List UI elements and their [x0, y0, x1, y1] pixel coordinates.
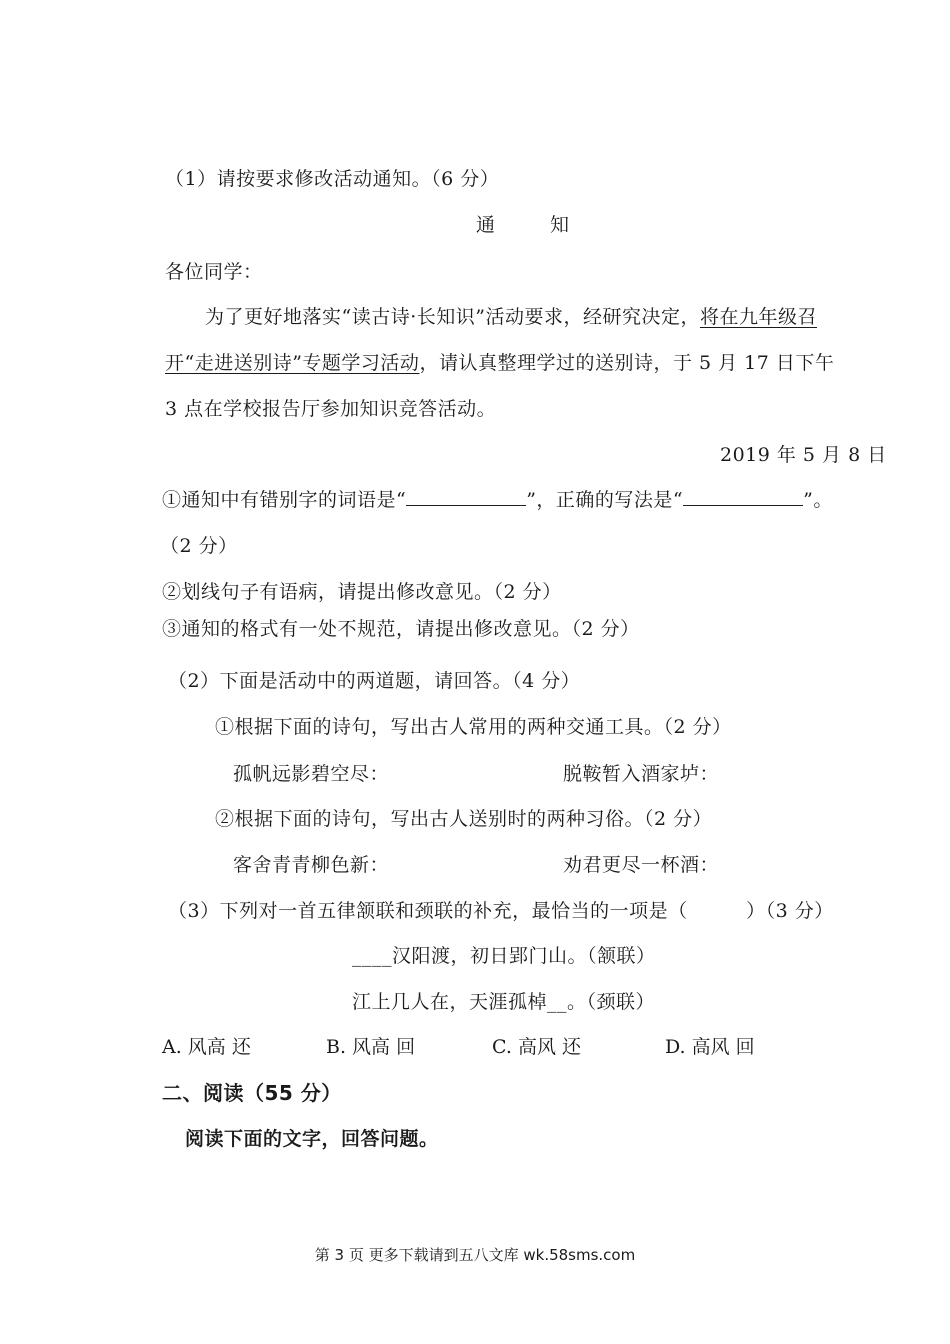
q3-heading: （3）下列对一首五律颔联和颈联的补充，最恰当的一项是（ ）（3 分） [168, 900, 834, 922]
underlined-sentence: 将在九年级召 [699, 306, 817, 328]
notice-title: 通 知 [476, 214, 588, 236]
option-a[interactable]: A. 风高 还 [162, 1036, 251, 1058]
q1-heading: （1）请按要求修改活动通知。（6 分） [165, 168, 500, 190]
option-c[interactable]: C. 高风 还 [492, 1036, 581, 1058]
q1-sub1-score: （2 分） [160, 535, 238, 557]
q2-sub2: ②根据下面的诗句，写出古人送别时的两种习俗。（2 分） [215, 808, 713, 830]
notice-greeting: 各位同学： [165, 261, 263, 283]
q2-sub1-poem-b: 脱鞍暂入酒家垆： [563, 763, 720, 785]
section-2-instruction: 阅读下面的文字，回答问题。 [185, 1128, 439, 1150]
q1-sub2: ②划线句子有语病，请提出修改意见。（2 分） [162, 581, 562, 603]
notice-body-line-2 [165, 348, 834, 375]
answer-blank[interactable] [683, 487, 803, 506]
page-footer: 第 3 页 更多下载请到五八文库 wk.58sms.com [314, 1246, 636, 1264]
q2-heading: （2）下面是活动中的两道题，请回答。（4 分） [168, 670, 581, 692]
q1-sub1-text: ①通知中有错别字的词语是“ [162, 489, 407, 511]
q2-sub1: ①根据下面的诗句，写出古人常用的两种交通工具。（2 分） [215, 716, 732, 738]
q1-sub3: ③通知的格式有一处不规范，请提出修改意见。（2 分） [162, 618, 640, 640]
q3-poem-line-1: ____汉阳渡，初日郢门山。（颔联） [352, 945, 656, 967]
notice-body-text: 为了更好地落实“读古诗·长知识”活动要求，经研究决定， [205, 306, 700, 328]
q1-sub1 [162, 485, 833, 512]
q1-sub1-text: ”，正确的写法是“ [526, 489, 684, 511]
notice-body-text: ，请认真整理学过的送别诗，于 5 月 17 日下午 [419, 352, 835, 374]
q2-sub1-poem-a: 孤帆远影碧空尽： [233, 763, 390, 785]
underlined-sentence: 开“走进送别诗”专题学习活动 [165, 352, 420, 374]
notice-body-line-1 [205, 302, 817, 329]
answer-blank[interactable] [406, 487, 526, 506]
section-2-heading: 二、阅读（55 分） [162, 1081, 342, 1105]
q2-sub2-poem-a: 客舍青青柳色新： [233, 854, 390, 876]
notice-date: 2019 年 5 月 8 日 [720, 444, 887, 466]
option-b[interactable]: B. 风高 回 [326, 1036, 416, 1058]
q3-poem-line-2: 江上几人在，天涯孤棹__。（颈联） [352, 991, 656, 1013]
q1-sub1-text: ”。 [803, 489, 833, 511]
q2-sub2-poem-b: 劝君更尽一杯酒： [563, 854, 720, 876]
option-d[interactable]: D. 高风 回 [665, 1036, 755, 1058]
notice-body-line-3: 3 点在学校报告厅参加知识竞答活动。 [165, 398, 497, 420]
